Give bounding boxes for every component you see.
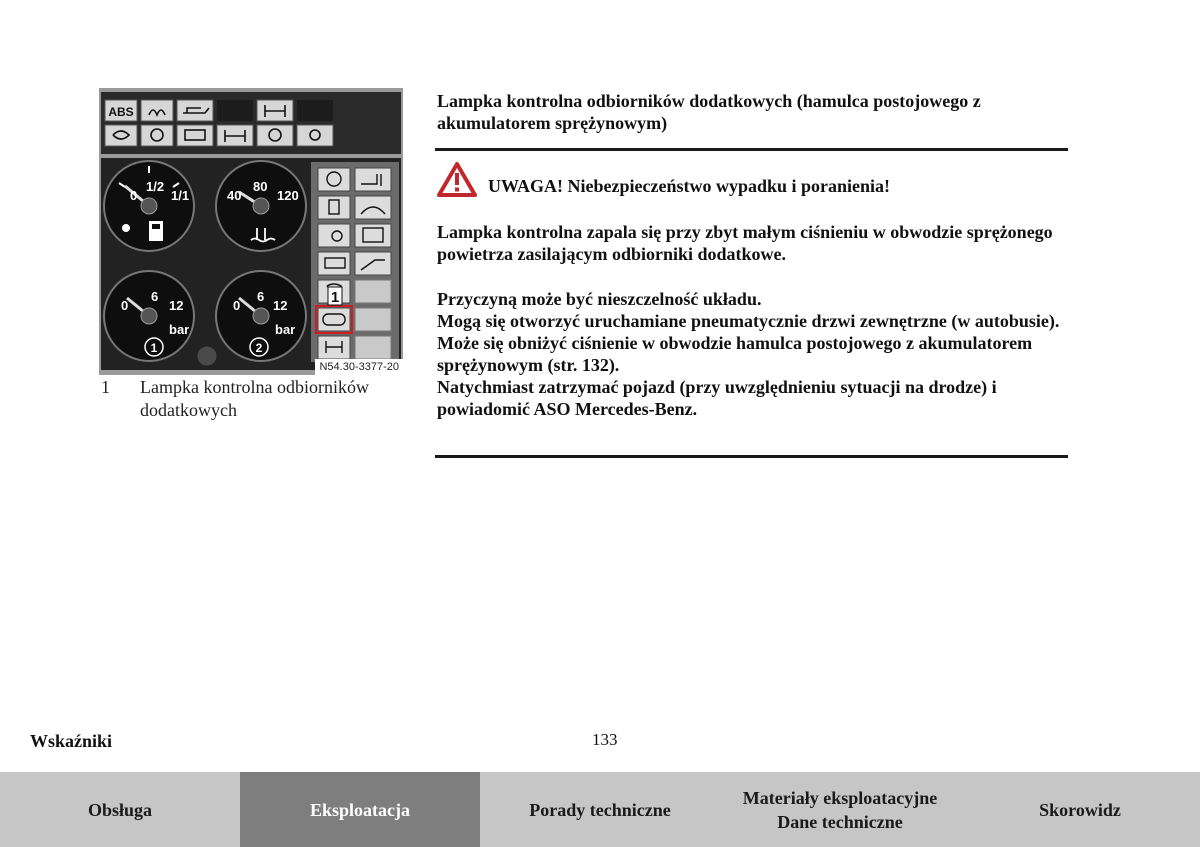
warning-text: UWAGA! Niebezpieczeństwo wypadku i poranienia! (488, 176, 891, 196)
warning-triangle-icon (437, 162, 477, 198)
callout-number: 1 (330, 289, 340, 306)
figure-code: N54.30-3377-20 (315, 359, 403, 375)
svg-text:12: 12 (273, 298, 288, 313)
caption-text: Lampka kontrolna odbiorników dodatkowych (140, 377, 369, 420)
bottom-rule (435, 455, 1068, 458)
svg-text:bar: bar (275, 322, 296, 337)
svg-text:12: 12 (169, 298, 184, 313)
paragraph-2-line: Natychmiast zatrzymać pojazd (przy uwzględnieniu sytuacji na drodze) i powiadomić ASO Mercedes-Benz. (437, 377, 997, 419)
abs-label: ABS (108, 105, 134, 119)
svg-text:1/1: 1/1 (171, 188, 190, 203)
svg-text:120: 120 (277, 188, 299, 203)
tab-materialy-dane-techniczne[interactable]: Materiały eksploatacyjne Dane techniczne (720, 772, 960, 847)
instrument-cluster-illustration (99, 88, 403, 375)
svg-text:6: 6 (257, 289, 265, 304)
tab-skorowidz[interactable]: Skorowidz (960, 772, 1200, 847)
paragraph-1: Lampka kontrolna zapala się przy zbyt małym ciśnieniu w obwodzie sprężonego powietrza zasilającym odbiorniki dodatkowe. (437, 222, 1053, 264)
section-heading: Lampka kontrolna odbiorników dodatkowych (hamulca postojowego z akumulatorem sprężynowym) (437, 91, 981, 133)
paragraph-2-line: Może się obniżyć ciśnienie w obwodzie hamulca postojowego z akumulatorem sprężynowym (str. 132). (437, 333, 1033, 375)
svg-text:2: 2 (255, 341, 263, 355)
instrument-cluster-figure (99, 88, 403, 375)
warning-block (437, 162, 1069, 202)
caption-number: 1 (101, 377, 110, 397)
svg-text:80: 80 (253, 179, 268, 194)
svg-text:1: 1 (150, 341, 158, 355)
top-rule (435, 148, 1068, 151)
page-number: 133 (592, 730, 618, 749)
svg-text:1/2: 1/2 (146, 179, 165, 194)
chapter-tabs (0, 772, 1200, 847)
tab-obsluga[interactable]: Obsługa (0, 772, 240, 847)
paragraph-2-line: Przyczyną może być nieszczelność układu. (437, 289, 762, 309)
section-title: Wskaźniki (30, 731, 113, 751)
svg-text:0: 0 (121, 298, 129, 313)
svg-text:0: 0 (130, 188, 138, 203)
paragraph-2 (437, 288, 1069, 420)
tab-eksploatacja[interactable]: Eksploatacja (240, 772, 480, 847)
svg-text:40: 40 (227, 188, 242, 203)
svg-text:6: 6 (151, 289, 159, 304)
svg-text:bar: bar (169, 322, 190, 337)
tab-porady-techniczne[interactable]: Porady techniczne (480, 772, 720, 847)
svg-text:0: 0 (233, 298, 241, 313)
paragraph-2-line: Mogą się otworzyć uruchamiane pneumatycznie drzwi zewnętrzne (w autobusie). (437, 311, 1060, 331)
